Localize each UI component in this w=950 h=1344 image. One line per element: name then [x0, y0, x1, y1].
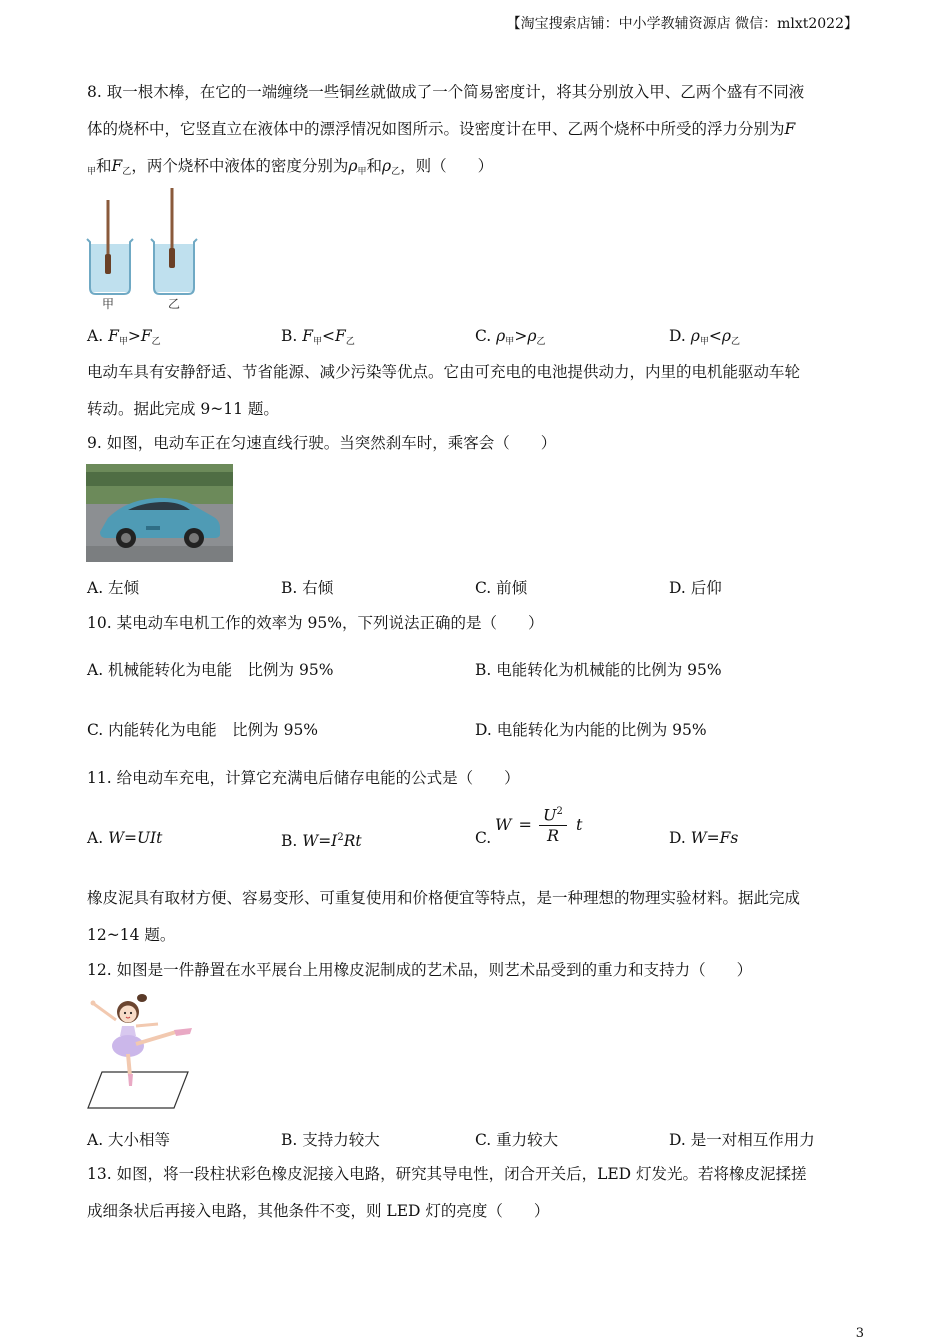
q10-option-b: B. 电能转化为机械能的比例为 95%: [475, 661, 722, 679]
q11-option-c-formula: W = $\frac{U^2}{R}$ t: [495, 802, 582, 846]
q9-stem: 9. 如图，电动车正在匀速直线行驶。当突然刹车时，乘客会（ ）: [87, 434, 557, 452]
q11-option-a: A. W=UIt: [87, 829, 163, 847]
q8-option-a: A. $F_甲>F_乙$: [87, 327, 161, 347]
q9-option-b: B. 右倾: [281, 579, 334, 597]
q11-option-b: B. $W=I^2Rt$: [281, 832, 362, 851]
q9-option-c: C. 前倾: [475, 579, 528, 597]
q13-stem-line2: 成细条状后再接入电路，其他条件不变，则 LED 灯的亮度（ ）: [87, 1202, 550, 1220]
q11-option-c-label: C.: [475, 829, 492, 847]
q10-option-c: C. 内能转化为电能 比例为 95%: [87, 721, 319, 739]
q13-stem-line1: 13. 如图，将一段柱状彩色橡皮泥接入电路，研究其导电性，闭合开关后，LED 灯发光。若将橡皮泥揉搓: [87, 1165, 807, 1183]
q8-option-b: B. $F_甲<F_乙$: [281, 327, 355, 347]
page-number: 3: [855, 1326, 864, 1341]
clay-intro-line2: 12~14 题。: [87, 926, 176, 944]
q8-beakers-figure: [84, 184, 204, 312]
q12-stem: 12. 如图是一件静置在水平展台上用橡皮泥制成的艺术品，则艺术品受到的重力和支持力（ ）: [87, 961, 753, 979]
q11-fraction: $\frac{U^2}{R}$: [539, 802, 567, 846]
q10-option-a: A. 机械能转化为电能 比例为 95%: [87, 661, 334, 679]
q8-option-c: C. $\rho_甲>\rho_乙$: [475, 327, 546, 347]
clay-intro-line1: 橡皮泥具有取材方便、容易变形、可重复使用和价格便宜等特点，是一种理想的物理实验材料。据此完成: [87, 889, 801, 907]
header-shop-note: 【淘宝搜索店铺：中小学教辅资源店 微信：mlxt2022】: [506, 16, 858, 32]
q9-option-a: A. 左倾: [87, 579, 140, 597]
q10-option-d: D. 电能转化为内能的比例为 95%: [475, 721, 707, 739]
q8-stem-line1: 8. 取一根木棒，在它的一端缠绕一些铜丝就做成了一个简易密度计，将其分别放入甲、乙两个盛有不同液: [87, 83, 805, 101]
q12-option-a: A. 大小相等: [87, 1131, 171, 1149]
q11-option-d: D. W=Fs: [669, 829, 739, 847]
ev-intro-line1: 电动车具有安静舒适、节省能源、减少污染等优点。它由可充电的电池提供动力，内里的电机能驱动车轮: [87, 363, 801, 381]
q8-stem-line3: $_甲$和$F_乙$，两个烧杯中液体的密度分别为$\rho_甲$和$\rho_乙$，则（ ）: [87, 157, 494, 177]
q8-stem-line2: 体的烧杯中，它竖直立在液体中的漂浮情况如图所示。设密度计在甲、乙两个烧杯中所受的浮力分别为F: [87, 120, 796, 138]
q8-option-d: D. $\rho_甲<\rho_乙$: [669, 327, 741, 347]
q12-option-b: B. 支持力较大: [281, 1131, 380, 1149]
q9-electric-car-photo: [86, 464, 233, 562]
beaker-yi: [151, 188, 197, 294]
beaker-label-yi: 乙: [168, 297, 181, 311]
beaker-label-jia: 甲: [102, 297, 115, 311]
q12-clay-dancer-figure: [86, 990, 196, 1112]
beaker-jia: [87, 200, 133, 294]
q12-option-c: C. 重力较大: [475, 1131, 559, 1149]
ev-intro-line2: 转动。据此完成 9~11 题。: [87, 400, 279, 418]
q9-option-d: D. 后仰: [669, 579, 722, 597]
q10-stem: 10. 某电动车电机工作的效率为 95%，下列说法正确的是（ ）: [87, 614, 544, 632]
q11-stem: 11. 给电动车充电，计算它充满电后储存电能的公式是（ ）: [87, 769, 520, 787]
q12-option-d: D. 是一对相互作用力: [669, 1131, 815, 1149]
